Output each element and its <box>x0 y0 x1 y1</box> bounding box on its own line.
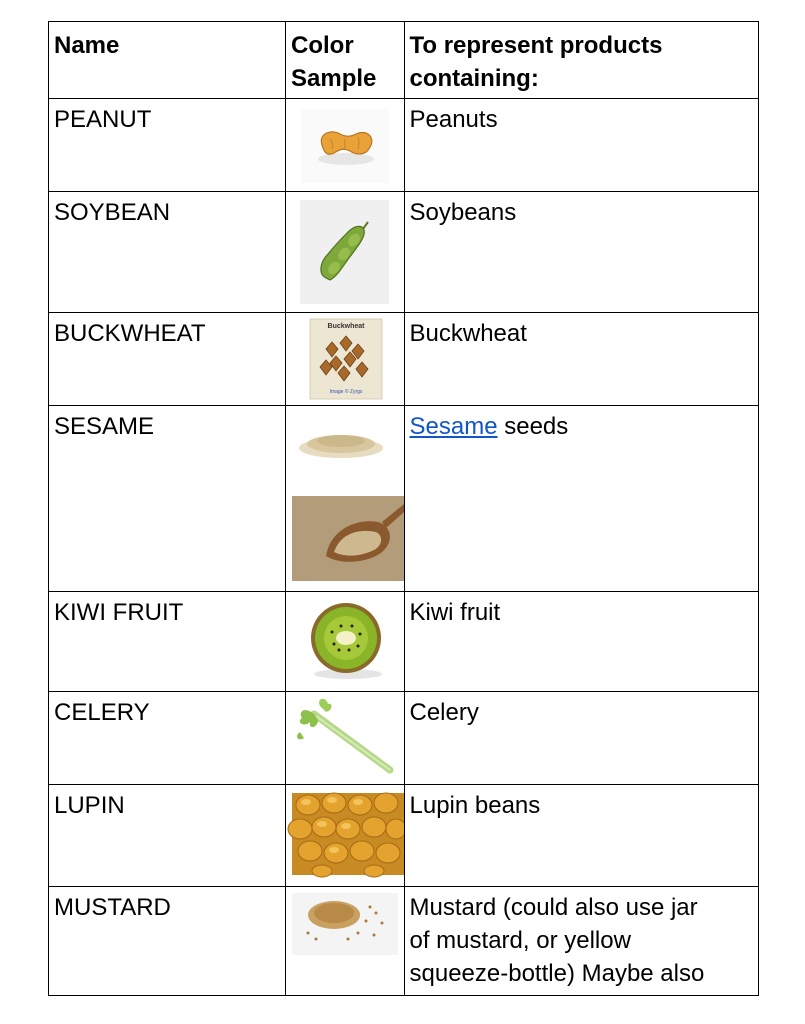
row-represent: Soybeans <box>404 192 759 313</box>
buckwheat-caption: Buckwheat <box>327 323 365 330</box>
row-name: KIWI FRUIT <box>49 592 286 692</box>
row-represent: Celery <box>404 692 759 785</box>
sesame-link[interactable]: Sesame <box>409 413 498 440</box>
color-sample <box>286 99 405 192</box>
row-represent: Buckwheat <box>404 313 759 406</box>
kiwi-icon <box>286 592 404 692</box>
soybean-pod-icon <box>286 192 404 313</box>
buckwheat-icon <box>286 313 404 406</box>
table-row <box>49 887 759 996</box>
row-name: MUSTARD <box>49 887 286 996</box>
row-represent: Mustard (could also use jar of mustard, or yellow squeeze-bottle) Maybe also <box>404 887 759 996</box>
color-sample <box>286 592 405 692</box>
row-represent: Lupin beans <box>404 785 759 887</box>
color-sample <box>286 887 405 996</box>
table-row <box>49 99 759 192</box>
row-represent: Sesame seeds <box>404 406 759 592</box>
color-sample <box>286 313 405 406</box>
table-row <box>49 692 759 785</box>
row-name: BUCKWHEAT <box>49 313 286 406</box>
header-color-sample: Color Sample <box>286 22 405 99</box>
table-row <box>49 192 759 313</box>
row-represent: Kiwi fruit <box>404 592 759 692</box>
sesame-icon <box>286 406 404 592</box>
buckwheat-credit: Image © Zyrgs <box>329 389 363 395</box>
row-name: SOYBEAN <box>49 192 286 313</box>
row-name: SESAME <box>49 406 286 592</box>
table-row <box>49 406 759 592</box>
row-name: LUPIN <box>49 785 286 887</box>
table-row <box>49 785 759 887</box>
row-name: CELERY <box>49 692 286 785</box>
header-represent: To represent products containing: <box>404 22 759 99</box>
color-sample <box>286 406 405 592</box>
color-sample <box>286 192 405 313</box>
header-name: Name <box>49 22 286 99</box>
lupin-beans-icon <box>286 785 404 887</box>
row-name: PEANUT <box>49 99 286 192</box>
allergen-table <box>48 21 759 996</box>
mustard-seeds-icon <box>286 887 404 996</box>
table-row <box>49 592 759 692</box>
table-row <box>49 313 759 406</box>
color-sample <box>286 785 405 887</box>
header-row <box>49 22 759 99</box>
row-represent: Peanuts <box>404 99 759 192</box>
celery-icon <box>286 692 404 785</box>
peanut-icon <box>286 99 404 192</box>
color-sample <box>286 692 405 785</box>
